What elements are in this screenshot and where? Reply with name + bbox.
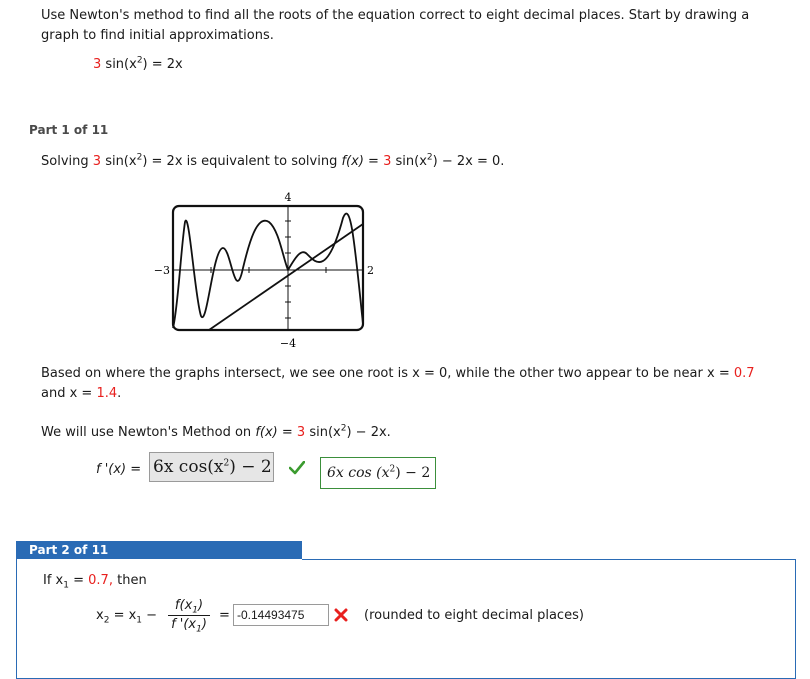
x2-answer-input[interactable]: -0.14493475: [233, 604, 329, 626]
correct-answer: 6x $\cos (x^2) - 2$: [320, 457, 436, 489]
part2-border: [302, 559, 796, 560]
derivative-input[interactable]: 6x $\cos(x^2) - 2$: [149, 452, 274, 482]
equation: 3 $\sin(x^2) = 2x$: [93, 55, 183, 72]
if-statement: If $x_1 = 0.7$, then: [43, 573, 147, 591]
part2-header: Part 2 of 11: [16, 541, 302, 559]
newton-formula-lhs: $x_2 = x_1$ −: [96, 608, 158, 626]
incorrect-x-icon: [334, 608, 348, 622]
newton-fraction: $f(x_1)$ f '$(x_1)$: [168, 598, 210, 632]
roots-text: Based on where the graphs intersect, we see one root is x = 0, while the other two appear to be near x = 0.7 and x = 1.4.: [41, 366, 755, 401]
fprime-label: f '(x) =: [96, 462, 142, 477]
rounding-note: (rounded to eight decimal places): [364, 608, 584, 623]
function-graph: [145, 188, 375, 348]
coefficient: 3: [93, 57, 102, 72]
solving-text: Solving 3 $\sin(x^2) = 2x$ is equivalent to solving f(x) = 3 $\sin(x^2) - 2x = 0$.: [41, 152, 505, 169]
problem-statement: Use Newton's method to find all the roots of the equation correct to eight decimal places. Start by drawing a graph to find initial approximations.: [41, 8, 750, 43]
check-icon: [289, 461, 305, 475]
x-min-label: −3: [153, 264, 170, 277]
y-min-label: −4: [279, 337, 297, 348]
equals-sign: =: [219, 608, 230, 623]
newton-text: We will use Newton's Method on f(x) = 3 $\sin(x^2) - 2x$.: [41, 423, 391, 440]
part1-header: Part 1 of 11: [29, 123, 109, 137]
y-max-label: 4: [284, 191, 292, 204]
x-max-label: 2: [367, 264, 374, 277]
